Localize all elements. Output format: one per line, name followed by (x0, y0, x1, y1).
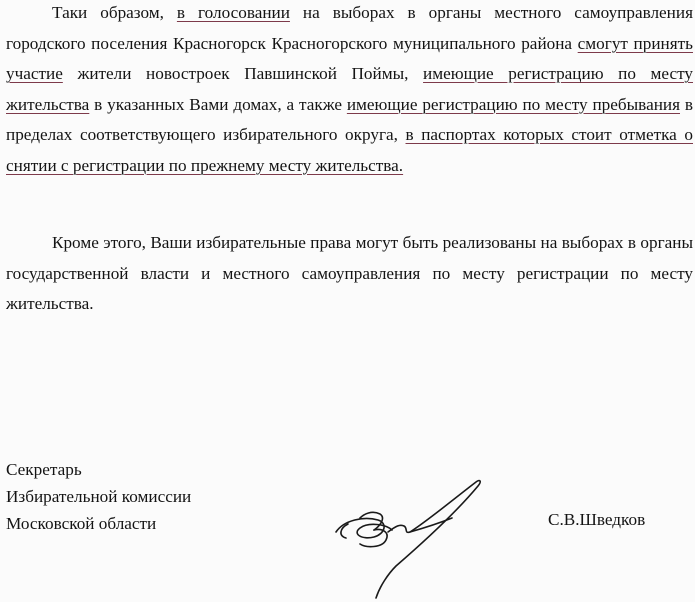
signatory-title (6, 456, 191, 537)
p1-seg-2: на выборах в органы местного самоуправления городского поселения Красногорск Красногорского муниципального района (6, 3, 693, 53)
paragraph-2: Кроме этого, Ваши избирательные права могут быть реализованы на выборах в органы государственной власти и местного самоуправления по месту регистрации по месту жительства. (6, 233, 693, 313)
signatory-title-line-3: Московской области (6, 514, 157, 533)
signatory-title-line-1: Секретарь (6, 460, 82, 479)
p1-seg-8: в пределах соответствующего избирательного округа, (6, 94, 693, 144)
p1-seg-6: в указанных Вами домах, а также (89, 94, 347, 114)
p1-seg-7-underlined: имеющие регистрацию по месту пребывания (346, 94, 680, 114)
p1-seg-4: жители новостроек Павшинской Поймы, (62, 64, 424, 83)
p1-seg-3-underlined: смогут принять участие (6, 33, 693, 83)
signatory-title-line-2: Избирательной комиссии (6, 487, 192, 506)
p1-seg-0: Таки образом, (52, 3, 177, 22)
p1-seg-5-underlined: имеющие регистрацию по месту жительства (6, 64, 693, 114)
p1-seg-9-underlined: в паспортах которых стоит отметка о снятии с регистрации по прежнему месту жительства. (6, 125, 693, 175)
signatory-name: С.В.Шведков (548, 510, 646, 529)
p1-seg-1-underlined: в голосовании (176, 3, 290, 22)
paragraph-1 (6, 0, 693, 181)
handwritten-signature (330, 462, 490, 602)
